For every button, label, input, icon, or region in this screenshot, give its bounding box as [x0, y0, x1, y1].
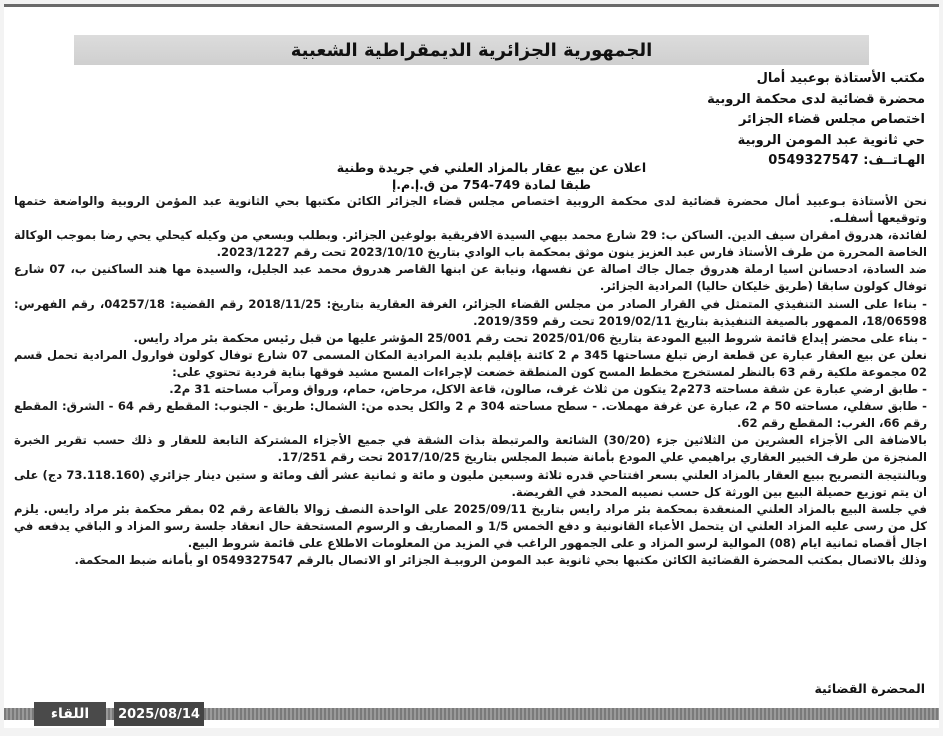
title-line-1: اعلان عن بيع عقار بالمزاد العلني في جريدة وطنية: [336, 160, 647, 175]
paragraph-basement: - طابق سفلي، مساحته 50 م 2، عبارة عن غرفة مهملات. - سطح مساحته 304 م 2 والكل يحده من: الشمال: طريق - الجنوب: المقطع رقم 64 - الشرق: المقطع رقم 66، الغرب: المقطع رقم 62.: [14, 399, 927, 431]
paragraph-property: نعلن عن بيع العقار عبارة عن قطعة ارض تبلغ مساحتها 345 م 2 كائنة بإقليم بلدية المرادية المكان المسمى 07 شارع توفال كولون فوارول المرادية تحمل قسم 02 مجموعة ملكية رقم 63 بالنظر لمستخرج مخطط المسح كون المنطقة خضعت لإجراءات المسح مشيد فوقها بناية فردية تحتوي على:: [14, 347, 927, 379]
newspaper-name: اللقاء: [34, 702, 106, 726]
paragraph-deposit: - بناء على محضر إيداع قائمة شروط البيع المودعة بتاريخ 2025/01/06 تحت رقم 25/001 المؤشر عليها من قبل رئيس محكمة بئر مراد رايس.: [133, 330, 927, 345]
footer-date: 2025/08/14: [114, 702, 204, 726]
paragraph-auction-session: في جلسة البيع بالمزاد العلني المنعقدة بمحكمة بئر مراد رايس بتاريخ 2025/09/11 على الواحدة النصف زوالا بالقاعة رقم 02 بمقر محكمة بئر مراد رايس. يلزم كل من رسى عليه المزاد العلني ان يتحمل الأعباء القانونية و دفع الخمس 1/5 و المصاريف و الرسوم المستحقة حال انعقاد جلسة رسو المزاد و الباقي يدفعه في اجال أقصاه ثمانية ايام (08) الموالية لرسو المزاد و على الجمهور الراغب في المزيد من المعلومات الاطلاع على قائمة شروط البيع.: [14, 501, 928, 550]
office-line-3: اختصاص مجلس قضاء الجزائر: [738, 112, 925, 127]
title-line-2: طبقا لمادة 749-754 من ق.إ.م.إ: [391, 177, 592, 192]
office-block: [505, 69, 925, 172]
paragraph-price: وبالنتيجة التصريح ببيع العقار بالمزاد العلني بسعر افتتاحي قدره ثلاثة وسبعين مليون و مائة و ثمانية عشر ألف ومائة و ستين دينار جزائري (73.118.160 دج) على ان يتم توزيع حصيلة البيع بين الورثة كل حسب نصيبه المحدد في الفريضة.: [14, 467, 928, 499]
phone-number: 0549327547: [768, 153, 859, 168]
paragraph-ground-floor: - طابق ارضي عبارة عن شقة مساحته 273م2 يتكون من ثلاث غرف، صالون، قاعة الاكل، مرحاض، حمام، ورواق ومرآب مساحته 31 م2.: [169, 382, 927, 397]
republic-header: [74, 35, 869, 65]
paragraph-intro: نحن الأستاذة بـوعبيد أمال محضرة قضائية لدى محكمة الروبية اختصاص مجلس قضاء الجزائر الكائن مكتبها بحي الثانوية عبد المؤمن الروبية والواضعة ختمها وتوقيعها أسفلـه.: [14, 194, 927, 226]
notice-body: [14, 193, 927, 569]
office-line-2: محضرة قضائية لدى محكمة الروبية: [707, 91, 925, 107]
phone-label: الهـاتــف:: [863, 153, 925, 168]
paragraph-contact: وذلك بالاتصال بمكتب المحضرة القضائية الكائن مكتبها بحي ثانوية عبد المومن الروبيـة الجزائر او الاتصال بالرقم 0549327547 او بأمانه ضبط المحكمة.: [74, 552, 927, 567]
republic-title: الجمهورية الجزائرية الديمقراطية الشعبية: [290, 39, 653, 61]
office-line-4: حي ثانوية عبد المومن الروبية: [737, 132, 925, 148]
signature: المحضرة القضائية: [814, 681, 925, 696]
paragraph-beneficiary: لفائدة، هدروق امقران سيف الدين. الساكن ب: 29 شارع محمد بيهي السيدة الافريقية بولوغين الجزائر. وبطلب وبسعي من وكيله كيحلي يحي رضا بموجب الوكالة الخاصة المحررة من طرف الأستاذ فارس عبد العزيز ينون موثق بمحكمة باب الوادي بتاريخ 2023/10/10 تحت رقم 2023/1227.: [14, 228, 927, 260]
paragraph-against: ضد السادة، ادحسانن اسيا ارملة هدروق جمال جاك اصالة عن نفسها، ونيابة عن ابنها القاصر هدروق محمد عبد الجليل، والسيدة مها هند الساكنين ب، 07 شارع توفال كولون سابقا (طريق خليكان حاليا) المرادية الجزائر.: [14, 262, 927, 294]
paragraph-shares: بالاضافة الى الأجزاء العشرين من الثلاثين جزء (30/20) الشائعة والمرتبطة بذات الشقة في جميع الأجزاء المشتركة التابعة للعقار و ذلك حسب تقرير الخبرة المنجزة من طرف الخبير العقاري براهيمي علي المودع بأمانة ضبط المجلس بتاريخ 2017/10/25 تحت رقم 17/251.: [14, 433, 927, 465]
notice-title: [244, 159, 739, 193]
document-page: [4, 4, 939, 728]
paragraph-enforcement-title: - بناءا على السند التنفيذي المتمثل في القرار الصادر من مجلس القضاء الجزائر، الغرفة العقارية بتاريخ: 2018/11/25 رقم القضية: 04257/18، رقم الفهرس: 18/06598، الممهور بالصيغة التنفيذية بتاريخ 2019/02/11 تحت رقم 2019/359.: [14, 296, 927, 328]
office-line-1: مكتب الأستاذة بوعبيد أمال: [756, 71, 925, 86]
